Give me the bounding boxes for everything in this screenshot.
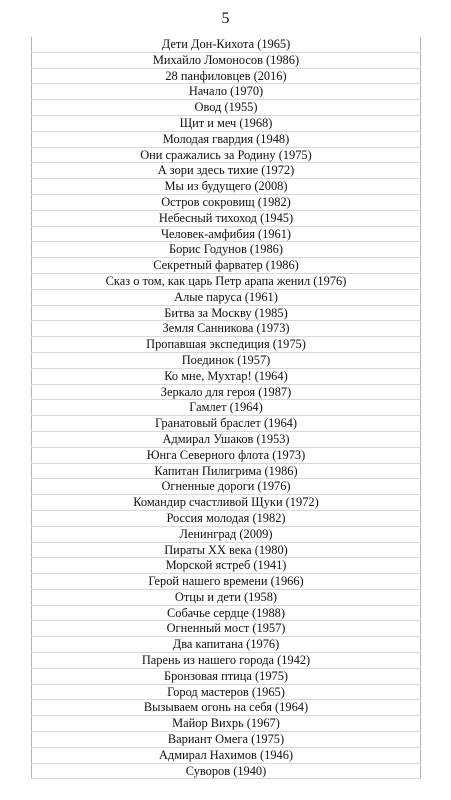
film-title-cell: Дети Дон-Кихота (1965) xyxy=(32,37,421,52)
table-row xyxy=(32,637,421,653)
table-row xyxy=(32,305,421,321)
table-row xyxy=(32,463,421,479)
film-title-cell: Огненный мост (1957) xyxy=(32,621,421,637)
table-row xyxy=(32,84,421,100)
table-row xyxy=(32,273,421,289)
table-row xyxy=(32,479,421,495)
table-row xyxy=(32,605,421,621)
film-title-cell: Майор Вихрь (1967) xyxy=(32,716,421,732)
table-row xyxy=(32,321,421,337)
film-title-cell: Щит и меч (1968) xyxy=(32,115,421,131)
film-title-cell: Два капитана (1976) xyxy=(32,637,421,653)
film-title-cell: Россия молодая (1982) xyxy=(32,510,421,526)
table-row xyxy=(32,179,421,195)
table-row xyxy=(32,416,421,432)
table-row xyxy=(32,52,421,68)
film-title-cell: Битва за Москву (1985) xyxy=(32,305,421,321)
film-title-cell: Они сражались за Родину (1975) xyxy=(32,147,421,163)
film-title-cell: Борис Годунов (1986) xyxy=(32,242,421,258)
table-row xyxy=(32,621,421,637)
table-row xyxy=(32,542,421,558)
film-title-cell: Ленинград (2009) xyxy=(32,526,421,542)
film-title-cell: Молодая гвардия (1948) xyxy=(32,131,421,147)
table-row xyxy=(32,337,421,353)
film-title-cell: Сказ о том, как царь Петр арапа женил (1976) xyxy=(32,273,421,289)
table-row xyxy=(32,447,421,463)
film-title-cell: Алые паруса (1961) xyxy=(32,289,421,305)
film-title-cell: Вариант Омега (1975) xyxy=(32,732,421,748)
film-title-cell: Михайло Ломоносов (1986) xyxy=(32,52,421,68)
film-title-cell: Овод (1955) xyxy=(32,100,421,116)
film-title-cell: Герой нашего времени (1966) xyxy=(32,574,421,590)
film-title-cell: Парень из нашего города (1942) xyxy=(32,653,421,669)
film-title-cell: Гранатовый браслет (1964) xyxy=(32,416,421,432)
table-row xyxy=(32,289,421,305)
table-row xyxy=(32,352,421,368)
film-title-cell: Собачье сердце (1988) xyxy=(32,605,421,621)
table-row xyxy=(32,163,421,179)
table-row xyxy=(32,194,421,210)
film-title-cell: Капитан Пилигрима (1986) xyxy=(32,463,421,479)
film-title-cell: Секретный фарватер (1986) xyxy=(32,258,421,274)
table-row xyxy=(32,510,421,526)
film-title-cell: Человек-амфибия (1961) xyxy=(32,226,421,242)
film-title-cell: Отцы и дети (1958) xyxy=(32,589,421,605)
film-title-cell: Зеркало для героя (1987) xyxy=(32,384,421,400)
table-row xyxy=(32,684,421,700)
table-row xyxy=(32,431,421,447)
film-title-cell: 28 панфиловцев (2016) xyxy=(32,68,421,84)
page-number: 5 xyxy=(221,10,230,27)
table-row xyxy=(32,574,421,590)
film-title-cell: Бронзовая птица (1975) xyxy=(32,668,421,684)
table-row xyxy=(32,242,421,258)
film-title-cell: Гамлет (1964) xyxy=(32,400,421,416)
table-row xyxy=(32,68,421,84)
film-title-cell: Ко мне, Мухтар! (1964) xyxy=(32,368,421,384)
table-row xyxy=(32,700,421,716)
film-title-cell: Вызываем огонь на себя (1964) xyxy=(32,700,421,716)
film-title-cell: Поединок (1957) xyxy=(32,352,421,368)
film-title-cell: Адмирал Нахимов (1946) xyxy=(32,747,421,763)
table-row xyxy=(32,668,421,684)
table-row xyxy=(32,131,421,147)
film-title-cell: Город мастеров (1965) xyxy=(32,684,421,700)
table-row xyxy=(32,258,421,274)
table-row xyxy=(32,384,421,400)
film-title-cell: Небесный тихоход (1945) xyxy=(32,210,421,226)
table-row xyxy=(32,495,421,511)
film-title-cell: Адмирал Ушаков (1953) xyxy=(32,431,421,447)
table-row xyxy=(32,589,421,605)
table-row xyxy=(32,210,421,226)
table-row xyxy=(32,147,421,163)
table-row xyxy=(32,226,421,242)
table-row xyxy=(32,732,421,748)
table-row xyxy=(32,558,421,574)
table-row xyxy=(32,526,421,542)
table-row xyxy=(32,653,421,669)
film-title-cell: Командир счастливой Щуки (1972) xyxy=(32,495,421,511)
film-title-cell: Пираты XX века (1980) xyxy=(32,542,421,558)
table-row xyxy=(32,37,421,52)
film-title-cell: Суворов (1940) xyxy=(32,763,421,779)
film-title-cell: Пропавшая экспедиция (1975) xyxy=(32,337,421,353)
table-row xyxy=(32,747,421,763)
table-row xyxy=(32,115,421,131)
film-title-cell: Юнга Северного флота (1973) xyxy=(32,447,421,463)
film-title-cell: Морской ястреб (1941) xyxy=(32,558,421,574)
table-row xyxy=(32,400,421,416)
film-title-cell: А зори здесь тихие (1972) xyxy=(32,163,421,179)
film-title-cell: Остров сокровищ (1982) xyxy=(32,194,421,210)
film-list-table xyxy=(31,37,421,779)
table-row xyxy=(32,100,421,116)
table-row xyxy=(32,368,421,384)
film-title-cell: Земля Санникова (1973) xyxy=(32,321,421,337)
table-row xyxy=(32,716,421,732)
film-title-cell: Мы из будущего (2008) xyxy=(32,179,421,195)
film-list-body xyxy=(32,37,421,779)
film-title-cell: Начало (1970) xyxy=(32,84,421,100)
film-title-cell: Огненные дороги (1976) xyxy=(32,479,421,495)
table-row xyxy=(32,763,421,779)
